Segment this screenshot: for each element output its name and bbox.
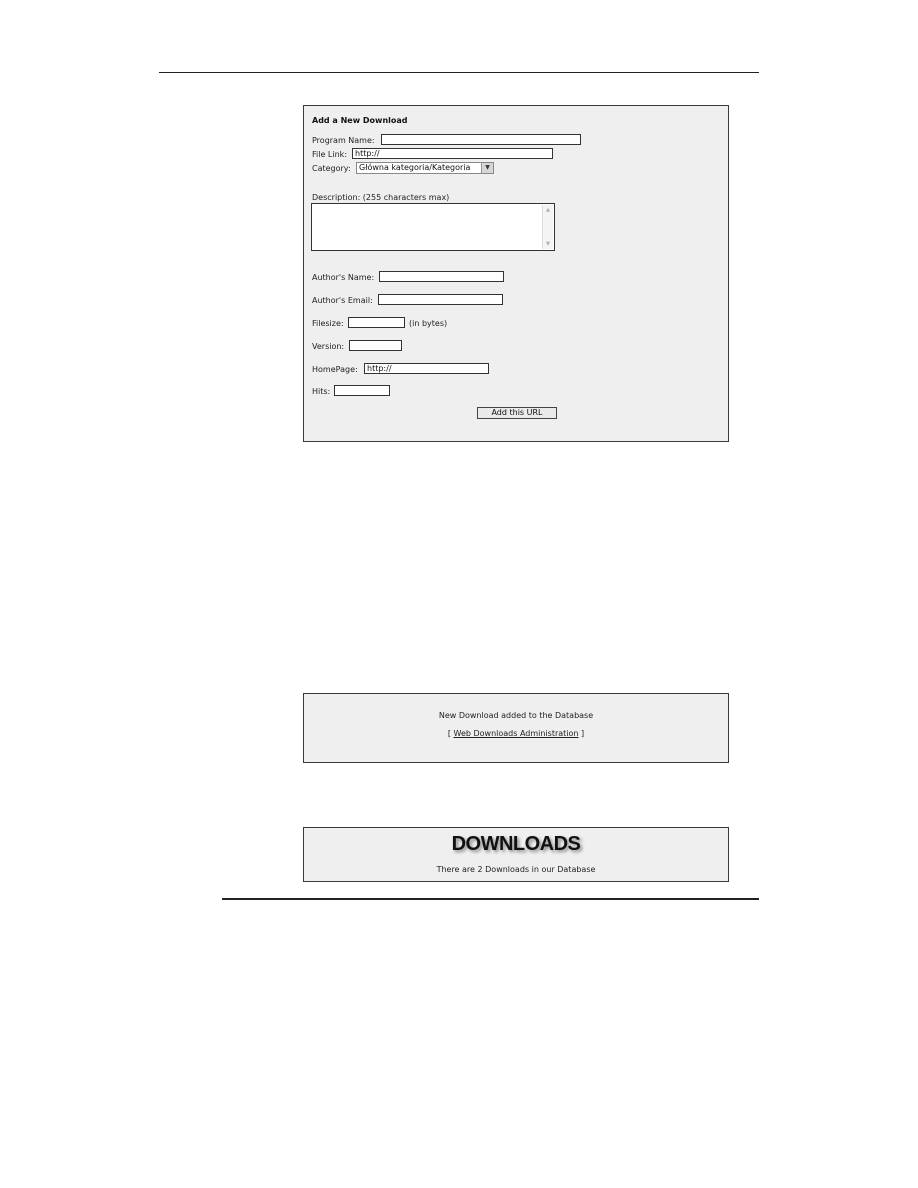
filesize-unit-label: (in bytes) [409, 319, 448, 328]
version-label: Version: [312, 342, 345, 351]
author-name-label: Author's Name: [312, 273, 375, 282]
add-url-button[interactable]: Add this URL [477, 407, 557, 419]
category-select[interactable] [356, 162, 494, 174]
bracket-close: ] [581, 729, 585, 738]
admin-link-row [304, 729, 728, 738]
description-textarea[interactable] [311, 203, 555, 251]
downloads-banner-panel [303, 827, 729, 882]
homepage-input[interactable] [364, 363, 489, 374]
chevron-down-icon[interactable]: ▼ [481, 163, 493, 173]
description-label: Description: (255 characters max) [312, 193, 450, 202]
downloads-logo: DOWNLOADS [451, 833, 581, 855]
add-download-form-panel [303, 105, 729, 442]
bottom-divider [222, 898, 759, 900]
filesize-label: Filesize: [312, 319, 344, 328]
hits-input[interactable] [334, 385, 390, 396]
category-selected-value: Główna kategoria/Kategoria [359, 163, 471, 172]
top-divider [159, 72, 759, 73]
author-email-label: Author's Email: [312, 296, 373, 305]
scroll-down-icon[interactable]: ▼ [546, 241, 550, 247]
file-link-input[interactable] [352, 148, 553, 159]
program-name-label: Program Name: [312, 136, 375, 145]
confirmation-panel [303, 693, 729, 763]
textarea-scrollbar[interactable] [542, 205, 553, 249]
homepage-label: HomePage: [312, 365, 358, 374]
file-link-label: File Link: [312, 150, 348, 159]
bracket-open: [ [447, 729, 451, 738]
program-name-input[interactable] [381, 134, 581, 145]
form-title: Add a New Download [312, 116, 408, 125]
author-name-input[interactable] [379, 271, 504, 282]
web-downloads-admin-link[interactable]: Web Downloads Administration [453, 729, 579, 738]
version-input[interactable] [349, 340, 402, 351]
filesize-input[interactable] [348, 317, 405, 328]
confirmation-message: New Download added to the Database [438, 711, 594, 720]
hits-label: Hits: [312, 387, 331, 396]
category-label: Category: [312, 164, 351, 173]
scroll-up-icon[interactable]: ▲ [546, 207, 550, 213]
author-email-input[interactable] [378, 294, 503, 305]
downloads-count-text: There are 2 Downloads in our Database [436, 865, 596, 874]
